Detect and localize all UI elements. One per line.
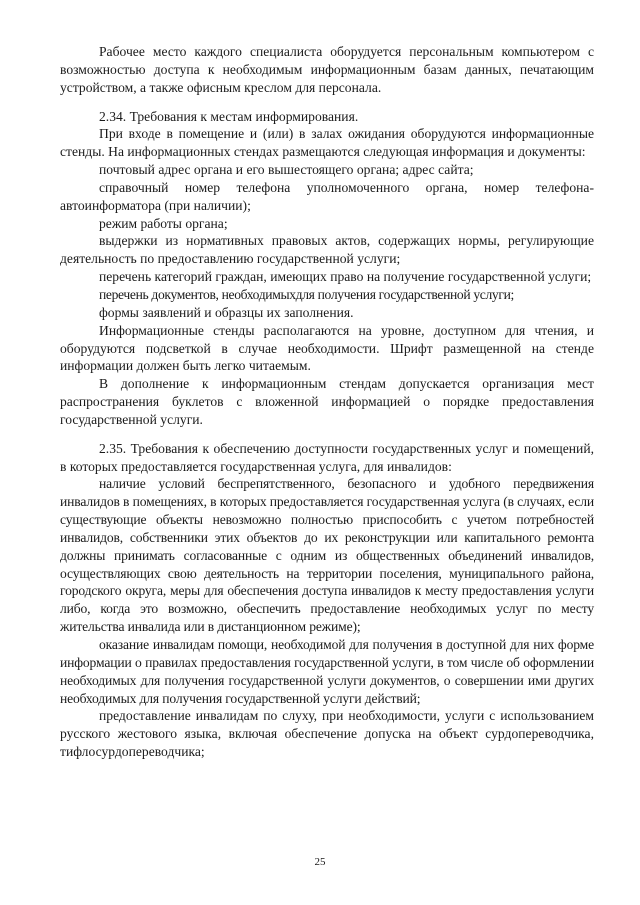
section-heading-2-35: 2.35. Требования к обеспечению доступности государственных услуг и помещений, в которых предоставляется государственная услуга, для инвалидов: (60, 440, 594, 474)
paragraph-info-stands: При входе в помещение и (или) в залах ожидания оборудуются информационные стенды. На информационных стендах размещаются следующая информация и документы: (60, 126, 594, 160)
list-item-postal-address: почтовый адрес органа и его вышестоящего органа; адрес сайта; (99, 162, 474, 178)
list-item-assistance: оказание инвалидам помощи, необходимой для получения в доступной для них форме информации о правилах предоставления государственной услуги, в том числе об оформлении необходимых для получения государственной услуги документов, о совершении ими других необходимых для получения государственной услуги действий; (60, 637, 594, 706)
list-item-application-forms: формы заявлений и образцы их заполнения. (99, 304, 354, 320)
paragraph-booklets: В дополнение к информационным стендам допускается организация мест распространения буклетов с вложенной информацией о порядке предоставления государственной услуги. (60, 376, 594, 427)
list-item-citizen-categories: перечень категорий граждан, имеющих право на получение государственной услуги; (99, 269, 592, 285)
list-item-working-hours: режим работы органа; (99, 215, 228, 231)
list-item-accessible-movement: наличие условий беспрепятственного, безопасного и удобного передвижения инвалидов в помещениях, в которых предоставляется государственная услуга (в случаях, если существующие объекты невозможно полностью приспособить с учетом потребностей инвалидов, собственники этих объектов до их реконструкции или капитального ремонта должны принимать согласованные с одним из общественных объединений инвалидов, осуществляющих свою деятельность на территории поселения, муниципального района, городского округа, меры для обеспечения доступа инвалидов к месту предоставления услуги либо, когда это возможно, обеспечить предоставление необходимых услуг по месту жительства инвалида или в дистанционном режиме); (60, 476, 594, 635)
list-item-phone-number: справочный номер телефона уполномоченного органа, номер телефона-автоинформатора (при наличии); (60, 179, 594, 213)
paragraph-workplace-equipment: Рабочее место каждого специалиста оборудуется персональным компьютером с возможностью доступа к необходимым информационным базам данных, печатающим устройством, а также офисным креслом для персонала. (60, 44, 594, 95)
page-number: 25 (314, 856, 326, 868)
paragraph-stand-placement: Информационные стенды располагаются на уровне, доступном для чтения, и оборудуются подсветкой в случае необходимости. Шрифт размещенной на стенде информации должен быть легко читаемым. (60, 322, 594, 374)
section-heading-2-34: 2.34. Требования к местам информирования. (99, 108, 359, 124)
document-page (60, 43, 594, 761)
list-item-regulatory-extracts: выдержки из нормативных правовых актов, содержащих нормы, регулирующие деятельность по предоставлению государственной услуги; (60, 233, 594, 267)
list-item-required-documents: перечень документов, необходимыхдля получения государственной услуги; (99, 286, 514, 302)
list-item-sign-language: предоставление инвалидам по слуху, при необходимости, услуги с использованием русского жестового языка, включая обеспечение допуска на объект сурдопереводчика, тифлосурдопереводчика; (60, 708, 594, 760)
